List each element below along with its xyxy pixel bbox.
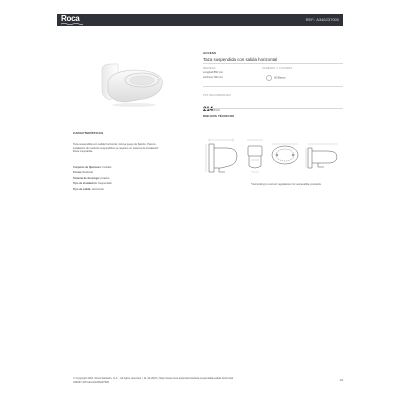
drawing-note: *According to current regulations for accessible products [251, 182, 321, 186]
drawing-side-view[interactable] [203, 136, 243, 178]
feature-value: Incluido [102, 166, 112, 169]
description-line: Roca compatible. [73, 150, 94, 154]
title-divider [203, 63, 343, 64]
drawing-profile-view[interactable] [304, 140, 342, 174]
feature-label: Conjunto de fijaciones: [73, 166, 102, 169]
page-footer [73, 377, 343, 384]
description-line: Taza suspendida con salida horizontal, incluye juego de fijación. Para la [73, 143, 156, 146]
feature-value: Redondo [82, 171, 94, 175]
feature-value: Horizontal [91, 187, 104, 191]
characteristics-list [73, 166, 112, 191]
feature-row [73, 188, 112, 192]
characteristics-heading: CARACTERÍSTICAS [73, 131, 104, 135]
footer-copyright: © Copyright 2021. Roca Sanitario, S.A. · All rights reserved. | 11-12-2021 | https://www.roca.es/productos/taza-suspendida-salida-horizontal [73, 377, 234, 380]
price-divider [203, 108, 343, 109]
feature-label: Sistema de descarga: [73, 176, 100, 180]
feature-row [73, 166, 112, 170]
roca-logo[interactable] [61, 15, 83, 25]
drawings-heading: DIBUJOS TÉCNICOS [203, 114, 235, 118]
price-label: PVP RECOMENDADO [203, 94, 232, 97]
feature-row [73, 182, 112, 186]
feature-label: Tipo de salida: [73, 187, 92, 191]
product-photo [96, 58, 166, 110]
header-bar [57, 14, 343, 26]
sizes-label: MEDIDAS [203, 67, 216, 70]
white-swatch-icon [266, 75, 272, 81]
feature-label: Tipo de instalación: [73, 182, 98, 186]
size-width: Anchura 700 mm [203, 76, 223, 79]
product-title: Taza suspendida con salida horizontal [203, 57, 278, 62]
characteristics-description [73, 143, 198, 154]
size-length: Longitud 860 mm [203, 71, 224, 74]
feature-row [73, 171, 112, 175]
brand-wordmark: Roca [61, 14, 80, 23]
category-label: ACCESS [203, 51, 217, 55]
feature-value: Arrastre [100, 176, 110, 180]
drawing-front-view[interactable] [244, 136, 266, 178]
finish-label: ACABADO Y COLORES [262, 67, 293, 70]
color-name: 00 Blanco [274, 76, 286, 80]
product-reference: REF.: A346237000 [305, 17, 339, 22]
sizes-divider [203, 86, 343, 87]
page-number: 1/4 [339, 379, 343, 382]
drawing-top-view[interactable] [268, 140, 302, 170]
description-line: instalación de inodoros suspendidos se requiere un sistema de instalación [73, 146, 159, 150]
price-value: 214 [203, 107, 214, 113]
color-option[interactable] [266, 75, 286, 81]
feature-label: Forma: [73, 171, 82, 175]
feature-row [73, 177, 112, 181]
feature-value: Suspendido [98, 182, 112, 186]
footer-reference: 346237-2/Product/A346237000 [73, 380, 110, 384]
price-unit: €/Ud [213, 108, 220, 112]
logo-wave-icon [61, 23, 83, 25]
